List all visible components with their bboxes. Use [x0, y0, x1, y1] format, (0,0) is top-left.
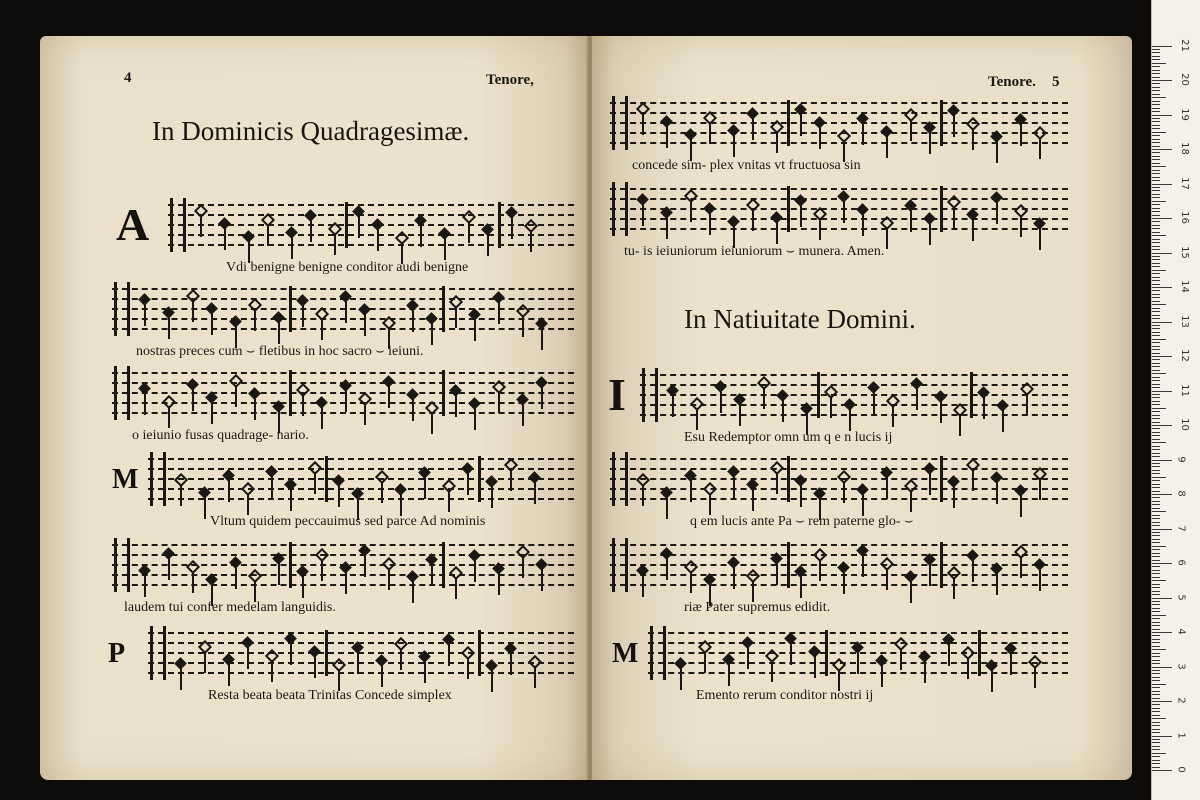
lyric-line: nostras preces cum ⌣ fletibus in hoc sacro ⌣ ieiuni. [136, 344, 424, 359]
ruler-label: 17 [1178, 176, 1190, 190]
music-staff [148, 456, 574, 502]
music-staff [112, 286, 574, 332]
ruler-label: 19 [1178, 107, 1190, 121]
clef-icon [612, 182, 628, 236]
ruler-label: 0 [1175, 766, 1187, 773]
section-title-left: In Dominicis Quadragesimæ. [152, 116, 470, 146]
clef-icon [150, 626, 166, 680]
lyric-line: Vltum quidem peccauimus sed parce Ad nominis [210, 514, 486, 529]
ruler-label: 6 [1175, 559, 1187, 566]
ruler-label: 1 [1175, 731, 1187, 739]
clef-icon [612, 452, 628, 506]
ruler-label: 3 [1175, 662, 1187, 670]
ruler-label: 11 [1178, 383, 1190, 397]
ruler-label: 4 [1175, 628, 1187, 635]
ruler-label: 5 [1175, 593, 1187, 601]
clef-icon [642, 368, 658, 422]
decorated-initial: P [108, 638, 126, 669]
left-page [40, 36, 588, 780]
right-page [592, 36, 1132, 780]
ruler-label: 7 [1175, 524, 1187, 532]
decorated-initial: M [612, 638, 639, 669]
page-number-left: 4 [124, 70, 132, 86]
decorated-initial: I [608, 369, 626, 420]
open-book [40, 36, 1132, 780]
lyric-line: Emento rerum conditor nostri ij [696, 688, 874, 703]
clef-icon [114, 366, 130, 420]
lyric-line: q em lucis ante Pa ⌣ rem paterne glo- ⌣ [690, 514, 914, 529]
music-staff [610, 542, 1068, 588]
lyric-line: tu- is ieiuniorum ieiuniorum ⌣ munera. Amen. [624, 244, 885, 259]
ruler-label: 10 [1178, 418, 1190, 431]
page-number-right: 5 [1052, 74, 1060, 90]
running-head-right: Tenore. [988, 74, 1036, 90]
lyric-line: riæ Pater supremus edidit. [684, 600, 831, 615]
clef-icon [114, 282, 130, 336]
clef-icon [114, 538, 130, 592]
clef-icon [612, 96, 628, 150]
ruler-label: 18 [1178, 142, 1190, 155]
music-staff [610, 100, 1068, 146]
clef-icon [612, 538, 628, 592]
decorated-initial: A [116, 199, 150, 250]
ruler-label: 20 [1178, 73, 1190, 86]
lyric-line: laudem tui confer medelam languidis. [124, 600, 336, 615]
clef-icon [150, 452, 166, 506]
ruler-label: 15 [1178, 245, 1190, 259]
ruler-label: 2 [1175, 697, 1187, 704]
music-staff [112, 370, 574, 416]
ruler-label: 21 [1178, 38, 1190, 52]
section-title-right: In Natiuitate Domini. [684, 304, 916, 334]
running-head-left: Tenore, [486, 72, 534, 88]
music-staff [610, 186, 1068, 232]
lyric-line: Esu Redemptor omn um q e n lucis ij [684, 430, 893, 445]
music-staff [648, 630, 1068, 676]
lyric-line: Vdi benigne benigne conditor audi benigne [226, 260, 469, 275]
music-staff [148, 630, 574, 676]
music-staff [112, 542, 574, 588]
lyric-line: Resta beata beata Trinitas Concede simplex [208, 688, 452, 703]
music-staff [640, 372, 1068, 418]
ruler-label: 12 [1178, 349, 1190, 362]
ruler-label: 9 [1175, 455, 1187, 463]
clef-icon [170, 198, 186, 252]
music-staff [168, 202, 574, 248]
ruler-label: 13 [1178, 314, 1190, 328]
decorated-initial: M [112, 464, 139, 495]
music-staff [610, 456, 1068, 502]
ruler-label: 16 [1178, 211, 1190, 224]
clef-icon [650, 626, 666, 680]
ruler-label: 8 [1175, 490, 1187, 497]
measuring-ruler [1151, 0, 1200, 800]
lyric-line: o ieiunio fusas quadrage- nario. [132, 428, 309, 443]
ruler-label: 14 [1178, 280, 1190, 293]
lyric-line: concede sim- plex vnitas vt fructuosa sin [632, 158, 861, 173]
